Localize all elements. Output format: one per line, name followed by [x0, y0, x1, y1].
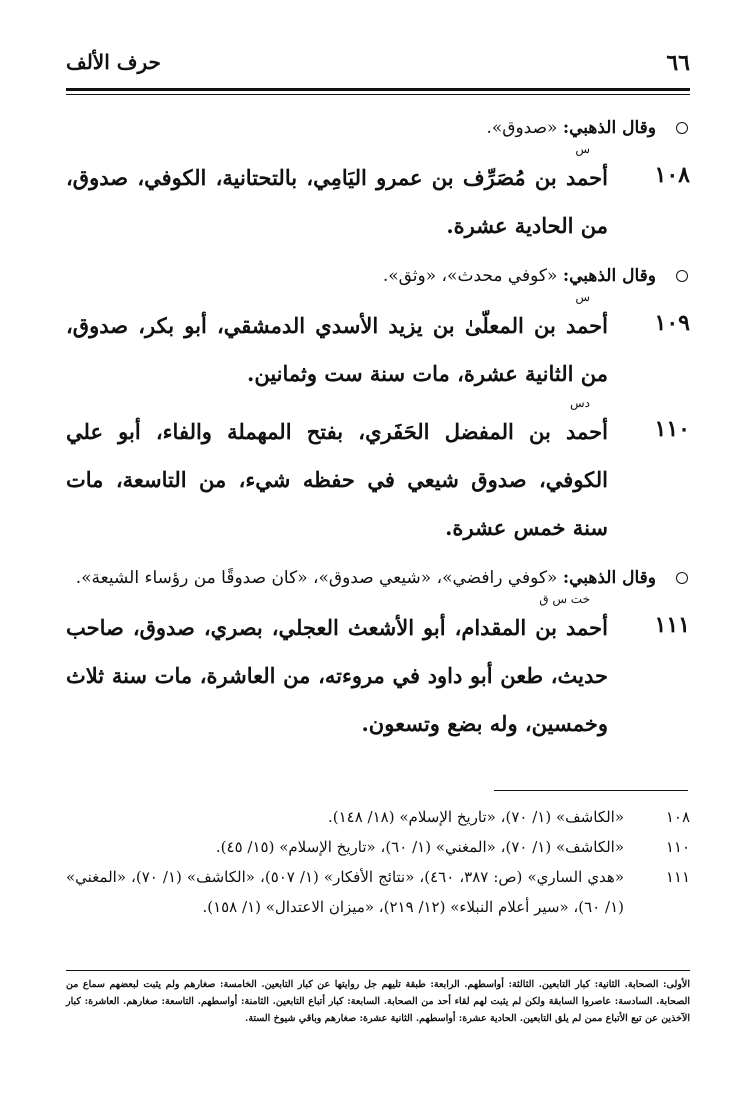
footnote-rule [494, 790, 688, 791]
entry-sigla: س [575, 290, 590, 304]
header-rule-thin [66, 94, 690, 95]
entry-body [66, 592, 608, 748]
entry-number: ١٠٨ [654, 162, 690, 188]
page-header [66, 40, 690, 90]
entry-text: أحمد بن مُصَرِّف بن عمرو اليَامِي، بالتحتانية، الكوفي، صدوق، من الحادية عشرة. [66, 165, 608, 238]
page-number: ٦٦ [666, 50, 690, 76]
note-label: وقال الذهبي: [562, 568, 656, 588]
entry-sigla: خت س ق [539, 592, 590, 606]
footnote-number: ١٠٨ [665, 808, 690, 826]
entry-number: ١٠٩ [654, 310, 690, 336]
footnote-111 [66, 862, 690, 922]
legend-rule [66, 970, 690, 971]
footnote-text: «الكاشف» (١/ ٧٠)، «تاريخ الإسلام» (١٨/ ١٤٨). [327, 808, 624, 826]
note-text: «كوفي محدث»، «وثق». [382, 266, 558, 286]
header-rule-thick [66, 88, 690, 91]
entry-number: ١١١ [654, 612, 690, 638]
entry-text: أحمد بن المعلّىٰ بن يزيد الأسدي الدمشقي، أبو بكر، صدوق، من الثانية عشرة، مات سنة ست وثمانين. [66, 313, 608, 386]
entries [66, 112, 690, 758]
entry-body [66, 290, 608, 398]
dhahabi-note-107 [66, 112, 690, 144]
entry-sigla: س [575, 142, 590, 156]
entry-body [66, 396, 608, 552]
entry-body [66, 142, 608, 250]
footnote-text: «هدي الساري» (ص: ٣٨٧، ٤٦٠)، «نتائج الأفكار» (١/ ٥٠٧)، «الكاشف» (١/ ٧٠)، «المغني» (١/ ٦٠)، «سير أعلام النبلاء» (١٢/ ٢١٩)، «ميزان الاعتدال» (١/ ١٥٨). [66, 868, 625, 916]
tabaqat-legend: الأولى: الصحابة. الثانية: كبار التابعين. الثالثة: أواسطهم. الرابعة: طبقة تليهم جل روايتها عن كبار التابعين. الخامسة: صغارهم ولم يثبت لبعضهم سماع من الصحابة. السادسة: عاصروا السابقة ولكن لم يثبت لهم لقاء أحد من الصحابة. السابعة: كبار أتباع التابعين. الثامنة: أواسطهم. التاسعة: صغارهم. العاشرة: كبار الآخذين عن تبع الأتباع ممن لم يلق التابعين. الحادية عشرة: أواسطهم. الثانية عشرة: صغارهم وباقي شيوخ الستة. [66, 979, 690, 1024]
entry-109 [66, 290, 690, 398]
dhahabi-note-110 [66, 562, 690, 594]
entry-number: ١١٠ [654, 416, 690, 442]
footnote-text: «الكاشف» (١/ ٧٠)، «المغني» (١/ ٦٠)، «تاريخ الإسلام» (١٥/ ٤٥). [215, 838, 624, 856]
circle-bullet-icon [676, 270, 688, 282]
note-label: وقال الذهبي: [562, 266, 656, 286]
note-text: «كوفي رافضي»، «شيعي صدوق»، «كان صدوقًا من رؤساء الشيعة». [75, 568, 558, 588]
circle-bullet-icon [676, 122, 688, 134]
note-text: «صدوق». [486, 118, 558, 138]
entry-sigla: دس [570, 396, 590, 410]
entry-108 [66, 142, 690, 250]
footnote-108 [66, 802, 690, 832]
footnote-number: ١١٠ [665, 838, 690, 856]
footnotes [66, 802, 690, 922]
entry-text: أحمد بن المقدام، أبو الأشعث العجلي، بصري، صدوق، صاحب حديث، طعن أبو داود في مروءته، من العاشرة، مات سنة ثلاث وخمسين، وله بضع وتسعون. [66, 615, 608, 736]
footnote-number: ١١١ [665, 868, 690, 886]
entry-text: أحمد بن المفضل الحَفَري، بفتح المهملة والفاء، أبو علي الكوفي، صدوق شيعي في حفظه شيء، من التاسعة، مات سنة خمس عشرة. [66, 419, 608, 540]
entry-110 [66, 396, 690, 552]
note-label: وقال الذهبي: [562, 118, 656, 138]
circle-bullet-icon [676, 572, 688, 584]
entry-111 [66, 592, 690, 748]
chapter-title: حرف الألف [66, 50, 161, 74]
footnote-110 [66, 832, 690, 862]
dhahabi-note-108 [66, 260, 690, 292]
